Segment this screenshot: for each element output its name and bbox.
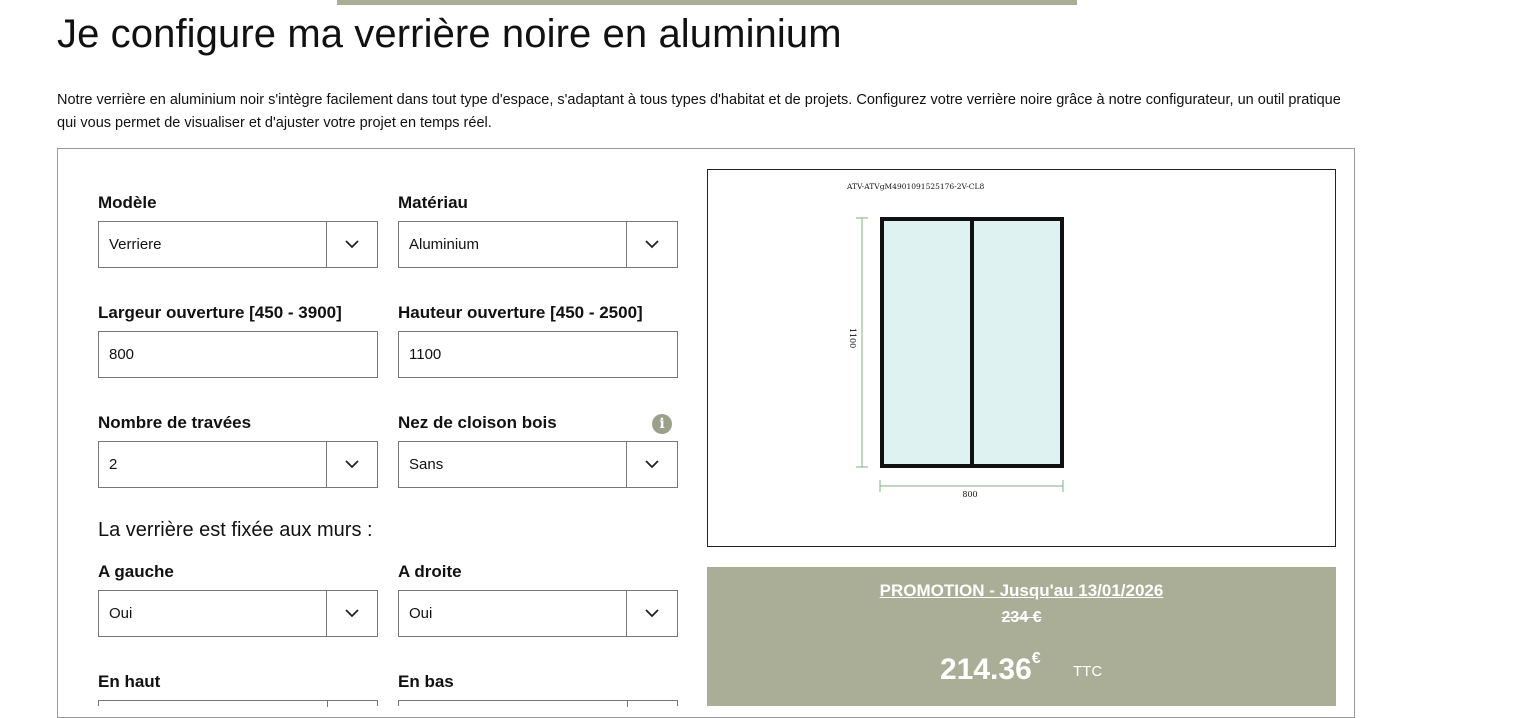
travees-value: 2 xyxy=(109,456,118,473)
top-accent-bar xyxy=(337,0,1077,5)
new-price-value: 214.36 xyxy=(940,653,1032,686)
intro-text: Notre verrière en aluminium noir s'intègre facilement dans tout type d'espace, s'adaptant à tous types d'habitat et de projets. Configurez votre verrière noire grâce à notre configurateur, un outil pratique qui vous permet de visualiser et d'ajuster votre projet en temps réel. xyxy=(57,92,1341,131)
largeur-input[interactable] xyxy=(99,332,377,377)
droite-label: A droite xyxy=(398,562,462,581)
chevron-down-icon[interactable] xyxy=(326,442,377,487)
bas-select[interactable] xyxy=(398,700,678,706)
droite-value: Oui xyxy=(409,605,433,622)
travees-select[interactable] xyxy=(98,441,378,488)
chevron-down-icon[interactable] xyxy=(326,591,377,636)
hauteur-input[interactable] xyxy=(399,332,677,377)
height-dimension-label: 1100 xyxy=(848,327,857,349)
largeur-label: Largeur ouverture [450 - 3900] xyxy=(98,303,342,322)
droite-select[interactable] xyxy=(398,590,678,637)
bas-label: En bas xyxy=(398,672,454,691)
chevron-down-icon[interactable] xyxy=(626,591,677,636)
chevron-down-icon[interactable] xyxy=(326,222,377,267)
materiau-value: Aluminium xyxy=(409,236,480,253)
haut-select[interactable] xyxy=(98,700,378,706)
haut-label: En haut xyxy=(98,672,161,691)
verriere-drawing xyxy=(708,170,1335,546)
haut-select-divider xyxy=(327,701,328,707)
travees-label: Nombre de travées xyxy=(98,413,252,432)
largeur-field[interactable] xyxy=(98,331,378,378)
modele-select[interactable] xyxy=(98,221,378,268)
modele-label: Modèle xyxy=(98,193,157,212)
nez-select[interactable] xyxy=(398,441,678,488)
gauche-value: Oui xyxy=(109,605,133,622)
info-icon[interactable]: i xyxy=(652,414,672,434)
chevron-down-icon[interactable] xyxy=(626,222,677,267)
verriere-frame xyxy=(882,219,1062,466)
width-dimension-label: 800 xyxy=(962,490,978,499)
new-price xyxy=(940,650,1041,687)
old-price: 234 € xyxy=(1001,609,1042,626)
preview-panel xyxy=(707,169,1336,547)
price-box xyxy=(707,567,1336,706)
promo-title: PROMOTION - Jusqu'au 13/01/2026 xyxy=(879,581,1164,600)
gauche-label: A gauche xyxy=(98,562,174,581)
hauteur-label: Hauteur ouverture [450 - 2500] xyxy=(398,303,643,322)
nez-label: Nez de cloison bois xyxy=(398,413,557,432)
nez-value: Sans xyxy=(409,456,444,473)
modele-value: Verriere xyxy=(109,236,162,253)
walls-section-heading: La verrière est fixée aux murs : xyxy=(98,519,373,541)
page-title: Je configure ma verrière noire en aluminium xyxy=(57,12,842,56)
preview-reference: ATV-ATVgM4901091525176-2V-CL8 xyxy=(847,182,985,191)
hauteur-field[interactable] xyxy=(398,331,678,378)
chevron-down-icon[interactable] xyxy=(626,442,677,487)
materiau-select[interactable] xyxy=(398,221,678,268)
bas-select-divider xyxy=(627,701,628,707)
gauche-select[interactable] xyxy=(98,590,378,637)
materiau-label: Matériau xyxy=(398,193,468,212)
tax-label: TTC xyxy=(1073,663,1103,680)
currency-symbol: € xyxy=(1031,650,1041,667)
